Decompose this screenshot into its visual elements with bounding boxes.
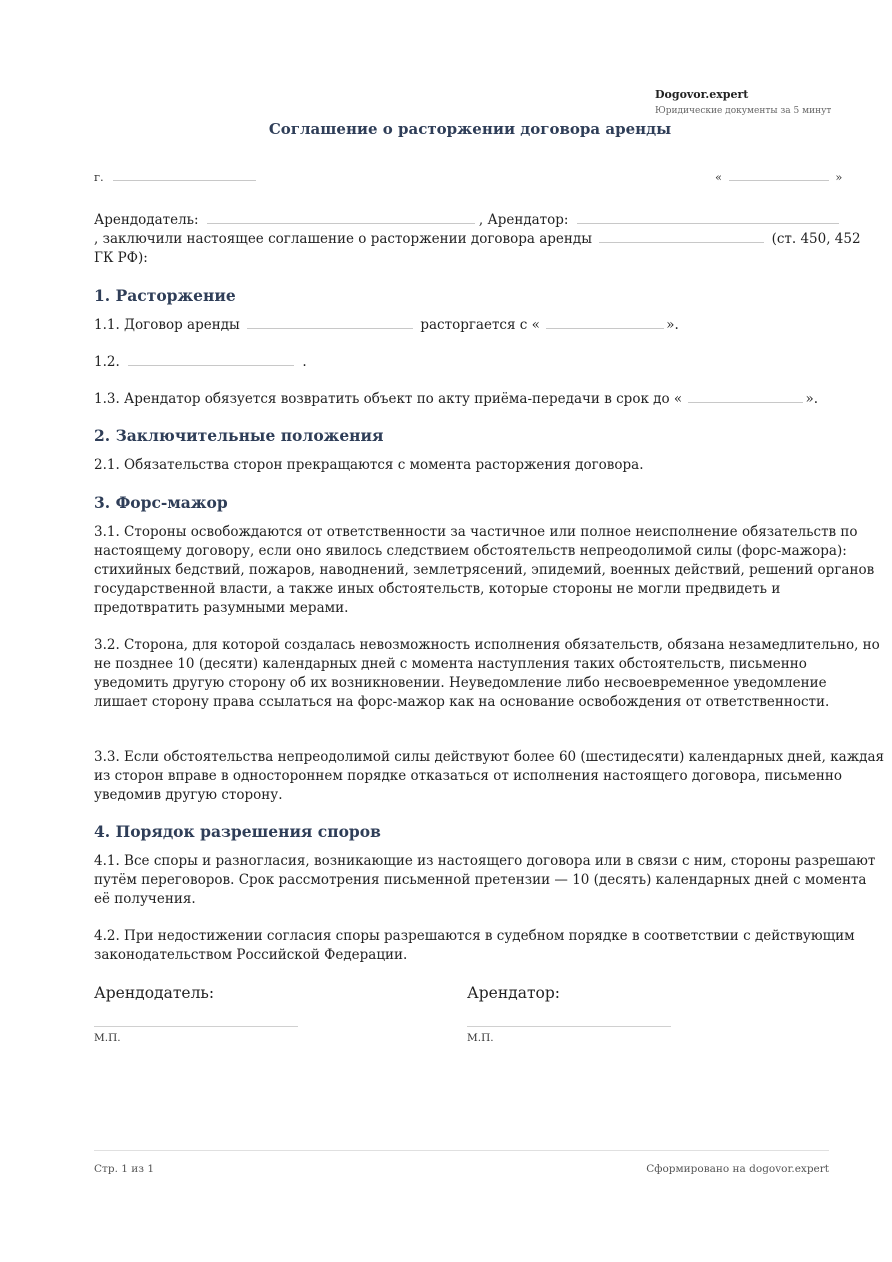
law-reference: (ст. 450, 452 (771, 231, 861, 247)
place-blank (113, 168, 256, 181)
clause-4-2: 4.2. При недостижении согласия споры разрешаются в судебном порядке в соответствии с действующим законодательством Российской Федерации. (94, 928, 855, 963)
clause-1-2-blank (128, 353, 294, 366)
clause-3-1: 3.1. Стороны освобождаются от ответственности за частичное или полное неисполнение обязательств по настоящему договору, если оно явилось следствием обстоятельств непреодолимой силы (форс-мажора): стихийных бедствий, пожаров, наводнений, землетрясений, эпидемий, военных действий, решений органов государственной власти, а также иных обстоятельств, которые стороны не могли предвидеть и предотвратить разумными мерами. (94, 524, 875, 616)
section-4-heading: 4. Порядок разрешения споров (94, 822, 381, 841)
landlord-label: Арендодатель: (94, 212, 199, 228)
section-2-heading: 2. Заключительные положения (94, 426, 384, 445)
clause-1-3-date-blank (688, 390, 803, 403)
page-number: Стр. 1 из 1 (94, 1163, 155, 1175)
clause-1-1-text-c: ». (666, 317, 679, 333)
brand-block (655, 88, 831, 118)
document-title: Соглашение о расторжении договора аренды (268, 120, 672, 138)
clause-1-3-text: 1.3. Арендатор обязуется возвратить объект по акту приёма-передачи в срок до « (94, 391, 683, 407)
footer-divider (94, 1150, 829, 1151)
clause-1-1-text: 1.1. Договор аренды (94, 317, 240, 333)
landlord-blank (207, 211, 475, 224)
clause-3-3: 3.3. Если обстоятельства непреодолимой силы действуют более 60 (шестидесяти) календарных дней, каждая из сторон вправе в одностороннем порядке отказаться от исполнения настоящего договора, письменно уведомив другую сторону. (94, 749, 885, 803)
signature-tenant-line (467, 1026, 671, 1027)
section-1-heading: 1. Расторжение (94, 286, 236, 305)
contract-blank (599, 230, 764, 243)
clause-1-3 (94, 390, 884, 409)
clause-1-2-number: 1.2. (94, 354, 120, 370)
signature-landlord-line (94, 1026, 298, 1027)
clause-1-3-end: ». (805, 391, 819, 407)
parties-paragraph (94, 211, 884, 268)
date-close-quote: » (835, 170, 843, 184)
clause-2-1: 2.1. Обязательства сторон прекращаются с момента расторжения договора. (94, 457, 644, 473)
date-line (715, 168, 842, 184)
clause-1-2-end: . (302, 354, 307, 370)
brand-name: Dogovor.expert (655, 88, 749, 101)
clause-1-1-contract-blank (247, 316, 413, 329)
section-3-heading: 3. Форс-мажор (94, 493, 228, 512)
date-open-quote: « (715, 170, 723, 184)
date-blank (729, 168, 829, 181)
brand-tagline: Юридические документы за 5 минут (655, 106, 832, 116)
place-line (94, 168, 256, 184)
signature-tenant-label: Арендатор: (467, 984, 560, 1002)
stamp-landlord: М.П. (94, 1032, 121, 1044)
law-reference-cont: ГК РФ): (94, 250, 148, 266)
signature-landlord-label: Арендодатель: (94, 984, 215, 1002)
concluded-text: , заключили настоящее соглашение о расторжении договора аренды (94, 231, 592, 247)
clause-3-2: 3.2. Сторона, для которой создалась невозможность исполнения обязательств, обязана незамедлительно, но не позднее 10 (десяти) календарных дней с момента наступления таких обстоятельств, письменно уведомить другую сторону об их возникновении. Неуведомление либо несвоевременное уведомление лишает сторону права ссылаться на форс-мажор как на основание освобождения от ответственности. (94, 637, 880, 710)
place-prefix: г. (94, 170, 104, 184)
stamp-tenant: М.П. (467, 1032, 494, 1044)
tenant-label: , Арендатор: (478, 212, 569, 228)
clause-1-1 (94, 316, 884, 335)
tenant-blank (577, 211, 839, 224)
generated-by: Сформировано на dogovor.expert (646, 1163, 829, 1175)
clause-1-1-date-blank (546, 316, 664, 329)
clause-4-1: 4.1. Все споры и разногласия, возникающие из настоящего договора или в связи с ним, стороны разрешают путём переговоров. Срок рассмотрения письменной претензии — 10 (десять) календарных дней с момента её получения. (94, 853, 876, 907)
clause-1-1-text-b: расторгается с « (420, 317, 540, 333)
clause-1-2 (94, 353, 884, 372)
